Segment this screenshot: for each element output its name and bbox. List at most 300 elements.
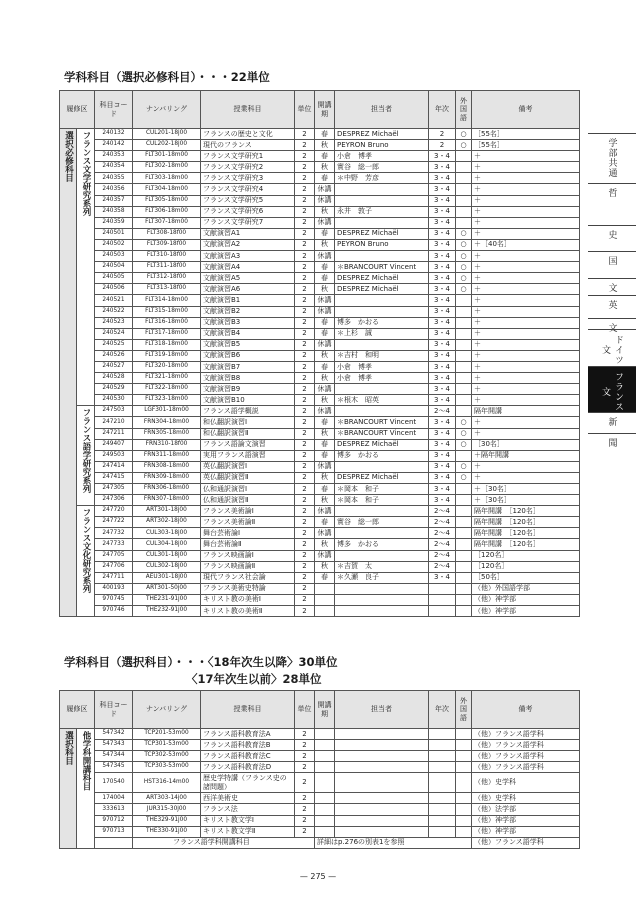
header-period: 開講期 bbox=[315, 691, 335, 729]
year: 3・4 bbox=[429, 284, 456, 295]
credits: 2 bbox=[295, 273, 315, 284]
notes: ［120名］ bbox=[472, 561, 580, 572]
header-numbering: ナンバリング bbox=[133, 91, 201, 129]
subject-name: フランス映画論Ⅰ bbox=[201, 550, 295, 561]
foreign-lang bbox=[456, 361, 472, 372]
credits: 2 bbox=[295, 262, 315, 273]
section2-subtitle: 〈17年次生以前〉28単位 bbox=[186, 672, 322, 686]
credits: 2 bbox=[295, 428, 315, 439]
table-row bbox=[60, 594, 580, 605]
year: 3・4 bbox=[429, 306, 456, 317]
notes: ＋ bbox=[472, 162, 580, 173]
course-code: 247414 bbox=[95, 461, 133, 472]
period: 春 bbox=[315, 439, 335, 450]
subject-name: キリスト教の美術Ⅰ bbox=[201, 594, 295, 605]
notes: （他）法学部 bbox=[472, 804, 580, 815]
table-row bbox=[60, 295, 580, 306]
table-row bbox=[60, 284, 580, 295]
foreign-lang bbox=[456, 572, 472, 583]
table-row bbox=[60, 151, 580, 162]
period: 休講 bbox=[315, 461, 335, 472]
period: 春 bbox=[315, 572, 335, 583]
table-row bbox=[60, 762, 580, 773]
notes: （他）神学部 bbox=[472, 606, 580, 617]
notes: （他）神学部 bbox=[472, 594, 580, 605]
period bbox=[315, 815, 335, 826]
instructor: ＊根木 昭英 bbox=[335, 395, 429, 406]
sidebar-item-label: 文 bbox=[606, 283, 617, 293]
period: 春 bbox=[315, 151, 335, 162]
numbering: FLT302-18m00 bbox=[133, 162, 201, 173]
period: 春 bbox=[315, 228, 335, 239]
year: 3・4 bbox=[429, 295, 456, 306]
table-row bbox=[60, 837, 580, 848]
course-code: 240502 bbox=[95, 239, 133, 250]
subject-name: フランス語論文演習 bbox=[201, 439, 295, 450]
table-row bbox=[60, 773, 580, 793]
instructor bbox=[335, 826, 429, 837]
numbering: FLT319-18m00 bbox=[133, 350, 201, 361]
subject-name: フランス文学研究5 bbox=[201, 195, 295, 206]
numbering: ART301-50j00 bbox=[133, 583, 201, 594]
subject-name: 文献演習B9 bbox=[201, 384, 295, 395]
numbering: FRN311-18m00 bbox=[133, 450, 201, 461]
course-code: 970713 bbox=[95, 826, 133, 837]
notes: 隔年開講 ［120名］ bbox=[472, 506, 580, 517]
credits: 2 bbox=[295, 528, 315, 539]
subject-name: 英仏翻訳演習Ⅱ bbox=[201, 472, 295, 483]
credits: 2 bbox=[295, 539, 315, 550]
foreign-lang bbox=[456, 450, 472, 461]
foreign-lang bbox=[456, 751, 472, 762]
notes: ［55名］ bbox=[472, 140, 580, 151]
credits: 2 bbox=[295, 217, 315, 228]
course-code: 970745 bbox=[95, 594, 133, 605]
foreign-lang bbox=[456, 184, 472, 195]
required-elective-table bbox=[59, 90, 580, 617]
year: 2～4 bbox=[429, 506, 456, 517]
sidebar-item bbox=[588, 366, 636, 412]
credits: 2 bbox=[295, 561, 315, 572]
course-code: 240524 bbox=[95, 328, 133, 339]
subject-name: 舞台芸術論Ⅰ bbox=[201, 528, 295, 539]
subject-name: 文献演習B4 bbox=[201, 328, 295, 339]
instructor: 小倉 博孝 bbox=[335, 151, 429, 162]
year bbox=[429, 826, 456, 837]
foreign-lang bbox=[456, 762, 472, 773]
course-code: 970746 bbox=[95, 606, 133, 617]
course-code: 240527 bbox=[95, 361, 133, 372]
sidebar-item-label: ドイツ文 bbox=[600, 335, 623, 365]
period: 秋 bbox=[315, 428, 335, 439]
subject-name: フランスの歴史と文化 bbox=[201, 129, 295, 140]
table-row bbox=[60, 506, 580, 517]
table-row bbox=[60, 373, 580, 384]
credits: 2 bbox=[295, 328, 315, 339]
subject-name: 実用フランス語演習 bbox=[201, 450, 295, 461]
period: 秋 bbox=[315, 284, 335, 295]
group-label bbox=[60, 729, 77, 849]
foreign-lang: ○ bbox=[456, 428, 472, 439]
foreign-lang bbox=[456, 729, 472, 740]
course-code: 249407 bbox=[95, 439, 133, 450]
instructor: DESPREZ Michaël bbox=[335, 129, 429, 140]
instructor: 實谷 総一郎 bbox=[335, 517, 429, 528]
header-code: 科目コード bbox=[95, 691, 133, 729]
year: 2～4 bbox=[429, 550, 456, 561]
instructor bbox=[335, 740, 429, 751]
year bbox=[429, 583, 456, 594]
table-row bbox=[60, 217, 580, 228]
course-code: 247711 bbox=[95, 572, 133, 583]
foreign-lang bbox=[456, 350, 472, 361]
course-code: 247732 bbox=[95, 528, 133, 539]
period: 秋 bbox=[315, 140, 335, 151]
subject-name: キリスト教文学Ⅰ bbox=[201, 815, 295, 826]
instructor bbox=[335, 506, 429, 517]
year bbox=[429, 740, 456, 751]
subject-name: 西洋美術史 bbox=[201, 793, 295, 804]
course-code: 240355 bbox=[95, 173, 133, 184]
credits: 2 bbox=[295, 384, 315, 395]
notes: ＋ bbox=[472, 184, 580, 195]
notes: ＋ bbox=[472, 428, 580, 439]
course-code: 249503 bbox=[95, 450, 133, 461]
year: 3・4 bbox=[429, 373, 456, 384]
foreign-lang bbox=[456, 506, 472, 517]
instructor: ＊BRANCOURT Vincent bbox=[335, 428, 429, 439]
header-year: 年次 bbox=[429, 691, 456, 729]
instructor bbox=[335, 251, 429, 262]
notes: ＋ bbox=[472, 317, 580, 328]
foreign-lang bbox=[456, 173, 472, 184]
notes: ＋ bbox=[472, 384, 580, 395]
foreign-lang bbox=[456, 528, 472, 539]
course-code: 240501 bbox=[95, 228, 133, 239]
subject-name: 仏和通訳演習Ⅱ bbox=[201, 495, 295, 506]
credits: 2 bbox=[295, 583, 315, 594]
sidebar-item-label: 文 bbox=[606, 323, 617, 333]
foreign-lang bbox=[456, 804, 472, 815]
numbering: ART301-18j00 bbox=[133, 506, 201, 517]
instructor: 博多 かおる bbox=[335, 450, 429, 461]
year: 3・4 bbox=[429, 350, 456, 361]
period bbox=[315, 583, 335, 594]
table-row bbox=[60, 262, 580, 273]
notes: ＋ bbox=[472, 284, 580, 295]
numbering: CUL201-18j00 bbox=[133, 129, 201, 140]
sidebar-item-label: 英 bbox=[606, 300, 617, 310]
period: 春 bbox=[315, 262, 335, 273]
header-subject: 授業科目 bbox=[201, 91, 295, 129]
period: 春 bbox=[315, 417, 335, 428]
department-index-sidebar bbox=[588, 133, 636, 463]
instructor: 小倉 博孝 bbox=[335, 373, 429, 384]
subgroup-label-text: フランス語学研究系列 bbox=[80, 408, 91, 494]
sidebar-item bbox=[588, 295, 636, 318]
notes: ＋［40名］ bbox=[472, 239, 580, 250]
foreign-lang bbox=[456, 395, 472, 406]
year: 3・4 bbox=[429, 184, 456, 195]
numbering: AEU301-18j00 bbox=[133, 572, 201, 583]
credits: 2 bbox=[295, 751, 315, 762]
subgroup-label-text: フランス文化研究系列 bbox=[80, 508, 91, 594]
period bbox=[315, 793, 335, 804]
header-subject: 授業科目 bbox=[201, 691, 295, 729]
course-code: 547344 bbox=[95, 751, 133, 762]
instructor: ＊久瀬 良子 bbox=[335, 572, 429, 583]
foreign-lang bbox=[456, 517, 472, 528]
credits: 2 bbox=[295, 184, 315, 195]
instructor bbox=[335, 550, 429, 561]
period: 秋 bbox=[315, 239, 335, 250]
table-row bbox=[60, 339, 580, 350]
credits: 2 bbox=[295, 826, 315, 837]
credits: 2 bbox=[295, 373, 315, 384]
foreign-lang bbox=[456, 328, 472, 339]
period: 秋 bbox=[315, 206, 335, 217]
table-row bbox=[60, 328, 580, 339]
year: 3・4 bbox=[429, 317, 456, 328]
instructor: ＊BRANCOURT Vincent bbox=[335, 417, 429, 428]
numbering: TCP301-53m00 bbox=[133, 740, 201, 751]
header-credits: 単位 bbox=[295, 691, 315, 729]
foreign-lang bbox=[456, 195, 472, 206]
subject-name: キリスト教文学Ⅱ bbox=[201, 826, 295, 837]
foreign-lang: ○ bbox=[456, 140, 472, 151]
notes: （他）フランス語学科 bbox=[472, 729, 580, 740]
notes: ＋ bbox=[472, 339, 580, 350]
subject-name: フランス美術史特論 bbox=[201, 583, 295, 594]
year: 3・4 bbox=[429, 439, 456, 450]
foreign-lang bbox=[456, 295, 472, 306]
year bbox=[429, 751, 456, 762]
subject-name: 文献演習B5 bbox=[201, 339, 295, 350]
subject-name: フランス美術論Ⅰ bbox=[201, 506, 295, 517]
period: 春 bbox=[315, 273, 335, 284]
year: 3・4 bbox=[429, 162, 456, 173]
period: 休講 bbox=[315, 184, 335, 195]
notes: ＋ bbox=[472, 173, 580, 184]
foreign-lang bbox=[456, 561, 472, 572]
instructor bbox=[335, 461, 429, 472]
instructor bbox=[335, 606, 429, 617]
table-row bbox=[60, 583, 580, 594]
year: 3・4 bbox=[429, 217, 456, 228]
period: 休講 bbox=[315, 195, 335, 206]
year: 3・4 bbox=[429, 395, 456, 406]
sidebar-item-label: 史 bbox=[606, 230, 617, 240]
instructor bbox=[335, 773, 429, 793]
credits: 2 bbox=[295, 350, 315, 361]
credits: 2 bbox=[295, 395, 315, 406]
numbering: ART302-18j00 bbox=[133, 517, 201, 528]
table-row bbox=[60, 361, 580, 372]
header-foreign: 外国語 bbox=[456, 91, 472, 129]
table-row bbox=[60, 140, 580, 151]
credits: 2 bbox=[295, 239, 315, 250]
numbering: ART303-14j00 bbox=[133, 793, 201, 804]
foreign-lang bbox=[456, 539, 472, 550]
period: 休講 bbox=[315, 528, 335, 539]
period: 秋 bbox=[315, 539, 335, 550]
course-code: 240358 bbox=[95, 206, 133, 217]
year: 3・4 bbox=[429, 206, 456, 217]
year: 3・4 bbox=[429, 450, 456, 461]
foreign-lang bbox=[456, 206, 472, 217]
subject-name: フランス映画論Ⅱ bbox=[201, 561, 295, 572]
table-row bbox=[60, 306, 580, 317]
notes: ＋ bbox=[472, 373, 580, 384]
foreign-lang bbox=[456, 793, 472, 804]
sidebar-item-label: 新 bbox=[606, 417, 617, 427]
header-category: 履修区 bbox=[60, 691, 95, 729]
foreign-lang bbox=[456, 217, 472, 228]
subject-name: 歴史学特講（フランス史の諸問題） bbox=[201, 773, 295, 793]
subject-name: フランス語学科開講科目 bbox=[133, 837, 315, 848]
subgroup-label-text: 他学科開講科目 bbox=[80, 731, 91, 791]
course-code: 547343 bbox=[95, 740, 133, 751]
notes: ＋ bbox=[472, 395, 580, 406]
table-row bbox=[60, 173, 580, 184]
credits: 2 bbox=[295, 151, 315, 162]
year: 3・4 bbox=[429, 461, 456, 472]
course-code: 240528 bbox=[95, 373, 133, 384]
table-row bbox=[60, 606, 580, 617]
year: 3・4 bbox=[429, 495, 456, 506]
credits: 2 bbox=[295, 206, 315, 217]
group-label-text: 選択科目 bbox=[63, 731, 74, 765]
foreign-lang bbox=[456, 339, 472, 350]
instructor: 小倉 博孝 bbox=[335, 361, 429, 372]
foreign-lang bbox=[456, 484, 472, 495]
instructor: ＊吉賀 太 bbox=[335, 561, 429, 572]
table-row bbox=[60, 239, 580, 250]
credits: 2 bbox=[295, 317, 315, 328]
subject-name: フランス文学研究3 bbox=[201, 173, 295, 184]
course-code: 333613 bbox=[95, 804, 133, 815]
elective-table bbox=[59, 690, 580, 849]
subgroup-label bbox=[77, 506, 95, 617]
subject-name: 文献演習A3 bbox=[201, 251, 295, 262]
notes: （他）フランス語学科 bbox=[472, 837, 580, 848]
sidebar-item bbox=[588, 133, 636, 183]
foreign-lang bbox=[456, 594, 472, 605]
subject-name: フランス語科教育法D bbox=[201, 762, 295, 773]
instructor bbox=[335, 793, 429, 804]
credits: 2 bbox=[295, 195, 315, 206]
table-row bbox=[60, 539, 580, 550]
foreign-lang bbox=[456, 583, 472, 594]
credits: 2 bbox=[295, 251, 315, 262]
year bbox=[429, 773, 456, 793]
instructor bbox=[335, 384, 429, 395]
credits: 2 bbox=[295, 495, 315, 506]
credits: 2 bbox=[295, 129, 315, 140]
period bbox=[315, 729, 335, 740]
year: 2 bbox=[429, 140, 456, 151]
credits: 2 bbox=[295, 484, 315, 495]
header-instructor: 担当者 bbox=[335, 91, 429, 129]
credits: 2 bbox=[295, 140, 315, 151]
period: 休講 bbox=[315, 251, 335, 262]
instructor: 永井 敦子 bbox=[335, 206, 429, 217]
year: 3・4 bbox=[429, 472, 456, 483]
notes: ＋ bbox=[472, 151, 580, 162]
sidebar-item-label: 学部共通 bbox=[606, 138, 617, 178]
numbering: FRN308-18m00 bbox=[133, 461, 201, 472]
numbering: FLT317-18m00 bbox=[133, 328, 201, 339]
subject-name: 現代フランス社会論 bbox=[201, 572, 295, 583]
subject-name: フランス美術論Ⅱ bbox=[201, 517, 295, 528]
numbering: FRN306-18m00 bbox=[133, 484, 201, 495]
foreign-lang bbox=[456, 406, 472, 417]
instructor: 實谷 総一郎 bbox=[335, 162, 429, 173]
numbering: JUR315-30j00 bbox=[133, 804, 201, 815]
numbering: FLT316-18m00 bbox=[133, 317, 201, 328]
period: 春 bbox=[315, 129, 335, 140]
subject-name: フランス文学研究4 bbox=[201, 184, 295, 195]
notes: （他）フランス語学科 bbox=[472, 751, 580, 762]
year: 3・4 bbox=[429, 428, 456, 439]
numbering: FLT303-18m00 bbox=[133, 173, 201, 184]
credits: 2 bbox=[295, 572, 315, 583]
subject-name: 文献演習A1 bbox=[201, 228, 295, 239]
course-code: 247720 bbox=[95, 506, 133, 517]
credits: 2 bbox=[295, 740, 315, 751]
year: 3・4 bbox=[429, 273, 456, 284]
notes: （他）神学部 bbox=[472, 815, 580, 826]
course-code: 240359 bbox=[95, 217, 133, 228]
year: 3・4 bbox=[429, 384, 456, 395]
subject-name: 和仏翻訳演習Ⅱ bbox=[201, 428, 295, 439]
numbering: FLT320-18m00 bbox=[133, 361, 201, 372]
course-code: 247306 bbox=[95, 495, 133, 506]
foreign-lang: ○ bbox=[456, 239, 472, 250]
foreign-lang bbox=[456, 815, 472, 826]
year: 3・4 bbox=[429, 339, 456, 350]
notes: 隔年開講 ［120名］ bbox=[472, 528, 580, 539]
section1-title: 学科科目（選択必修科目）・・・22単位 bbox=[64, 70, 270, 84]
numbering: FLT306-18m00 bbox=[133, 206, 201, 217]
sidebar-item bbox=[588, 278, 636, 295]
course-code: 547345 bbox=[95, 762, 133, 773]
notes: （他）神学部 bbox=[472, 826, 580, 837]
instructor: 博多 かおる bbox=[335, 317, 429, 328]
instructor bbox=[335, 528, 429, 539]
foreign-lang: ○ bbox=[456, 129, 472, 140]
table-row bbox=[60, 251, 580, 262]
sidebar-item bbox=[588, 225, 636, 251]
notes: ＋［30名］ bbox=[472, 495, 580, 506]
period: 春 bbox=[315, 517, 335, 528]
foreign-lang bbox=[456, 550, 472, 561]
year: 3・4 bbox=[429, 361, 456, 372]
table-row bbox=[60, 815, 580, 826]
subject-name: 文献演習B10 bbox=[201, 395, 295, 406]
notes: ＋ bbox=[472, 417, 580, 428]
period: 休講 bbox=[315, 339, 335, 350]
table-row bbox=[60, 740, 580, 751]
numbering: TCP302-53m00 bbox=[133, 751, 201, 762]
year bbox=[429, 729, 456, 740]
notes: （他）フランス語学科 bbox=[472, 762, 580, 773]
course-code: 240529 bbox=[95, 384, 133, 395]
credits: 2 bbox=[295, 461, 315, 472]
subject-name: 文献演習A6 bbox=[201, 284, 295, 295]
year bbox=[429, 793, 456, 804]
period: 春 bbox=[315, 317, 335, 328]
